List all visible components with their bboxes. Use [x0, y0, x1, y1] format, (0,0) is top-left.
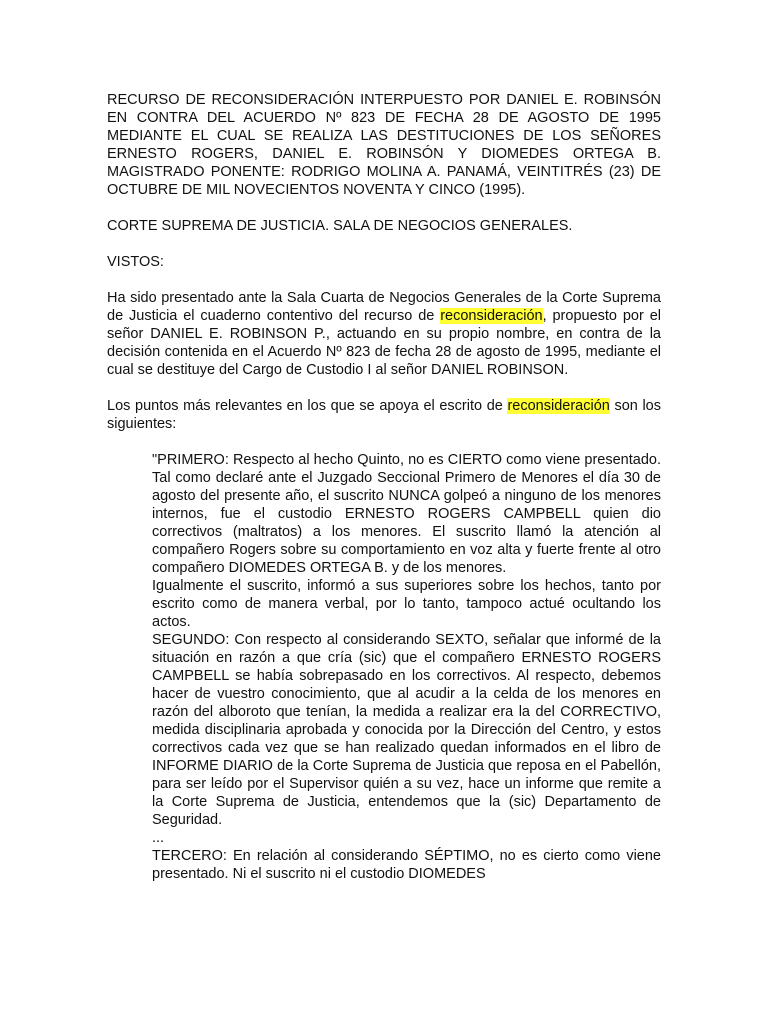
quote-ellipsis: ...: [152, 830, 165, 846]
paragraph-presentation: [107, 289, 661, 379]
quote-igualmente: Igualmente el suscrito, informó a sus superiores sobre los hechos, tanto por escrito como de manera verbal, por lo tanto, tampoco actué ocultando los actos.: [152, 578, 661, 630]
para2-text-end: son los siguientes:: [107, 398, 661, 432]
highlight-reconsideracion-1: reconsideración: [440, 308, 543, 324]
paragraph-relevant-points: [107, 397, 661, 433]
quote-segundo: SEGUNDO: Con respecto al considerando SEXTO, señalar que informé de la situación en razón a que cría (sic) que el compañero ERNESTO ROGERS CAMPBELL se había sobrepasado en los correctivos. Al respecto, debemos hacer de vuestro conocimiento, que al acudir a la celda de los menores en razón del alboroto que tenían, la medida a realizar era la del CORRECTIVO, medida disciplinaria aprobada y conocida por la Dirección del Centro, y estos correctivos cada vez que se han realizado quedan informados en el libro de INFORME DIARIO de la Corte Suprema de Justicia que reposa en el Pabellón, para ser leído por el Supervisor quién a su vez, hace un informe que remite a la Corte Suprema de Justicia, entendemos que la (sic) Departamento de Seguridad.: [152, 632, 661, 828]
quote-primero: "PRIMERO: Respecto al hecho Quinto, no es CIERTO como viene presentado. Tal como declaré ante el Juzgado Seccional Primero de Menores el día 30 de agosto del presente año, el suscrito NUNCA golpeó a ninguno de los menores internos, fue el custodio ERNESTO ROGERS CAMPBELL quien dio correctivos (maltratos) a los menores. El suscrito llamó la atención al compañero Rogers sobre su comportamiento en voz alta y fuerte frente al otro compañero DIOMEDES ORTEGA B. y de los menores.: [152, 452, 661, 576]
document-body: [107, 91, 661, 883]
para2-text-start: Los puntos más relevantes en los que se apoya el escrito de: [107, 398, 508, 414]
vistos-heading: VISTOS:: [107, 254, 164, 270]
quote-tercero: TERCERO: En relación al considerando SÉPTIMO, no es cierto como viene presentado. Ni el suscrito ni el custodio DIOMEDES: [152, 848, 661, 882]
para1-text-end: , propuesto por el señor DANIEL E. ROBINSON P., actuando en su propio nombre, en contra de la decisión contenida en el Acuerdo Nº 823 de fecha 28 de agosto de 1995, mediante el cual se destituye del Cargo de Custodio I al señor DANIEL ROBINSON.: [107, 308, 661, 378]
court-heading: CORTE SUPREMA DE JUSTICIA. SALA DE NEGOCIOS GENERALES.: [107, 218, 573, 234]
quoted-block: [152, 451, 661, 883]
highlight-reconsideracion-2: reconsideración: [507, 398, 610, 414]
title-block: RECURSO DE RECONSIDERACIÓN INTERPUESTO POR DANIEL E. ROBINSÓN EN CONTRA DEL ACUERDO Nº 823 DE FECHA 28 DE AGOSTO DE 1995 MEDIANTE EL CUAL SE REALIZA LAS DESTITUCIONES DE LOS SEÑORES ERNESTO ROGERS, DANIEL E. ROBINSÓN Y DIOMEDES ORTEGA B. MAGISTRADO PONENTE: RODRIGO MOLINA A. PANAMÁ, VEINTITRÉS (23) DE OCTUBRE DE MIL NOVECIENTOS NOVENTA Y CINCO (1995).: [107, 92, 661, 198]
para1-text-start: Ha sido presentado ante la Sala Cuarta de Negocios Generales de la Corte Suprema de Justicia el cuaderno contentivo del recurso de: [107, 290, 661, 324]
